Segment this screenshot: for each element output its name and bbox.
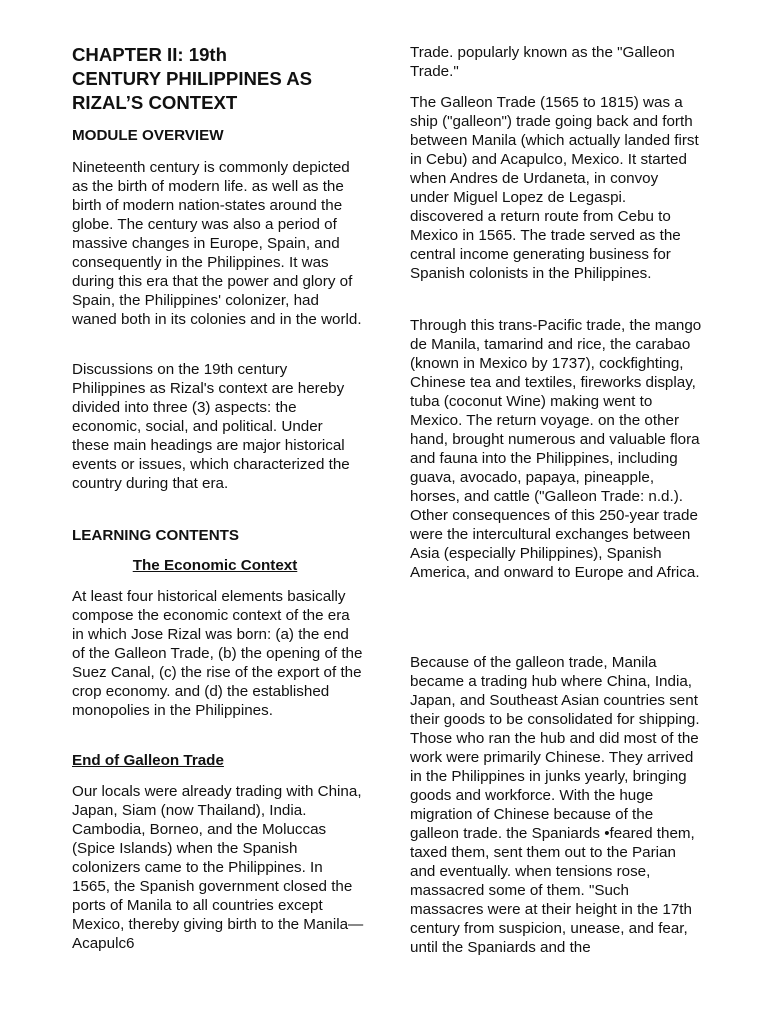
galleon-trade-heading: End of Galleon Trade (72, 752, 224, 769)
module-overview-paragraph-2: Discussions on the 19th century Philippines as Rizal's context are hereby divided into three (3) aspects: the economic, social, and political. Under these main headings are major historical events or issues, which characterized the country during that era. (72, 361, 350, 492)
chapter-title-line-1: CHAPTER II: 19th (72, 44, 227, 65)
chapter-title-line-2: CENTURY PHILIPPINES AS (72, 68, 313, 89)
galleon-trade-paragraph-2: The Galleon Trade (1565 to 1815) was a ship ("galleon") trade going back and forth between Manila (which actually landed first in Cebu) and Acapulco, Mexico. It started when Andres de Urdaneta, in convoy under Miguel Lopez de Legaspi. discovered a return route from Cebu to Mexico in 1565. The trade served as the central income generating business for Spanish colonists in the Philippines. (410, 94, 699, 282)
chapter-title (72, 43, 364, 115)
galleon-trade-paragraph-1: Our locals were already trading with China, Japan, Siam (now Thailand), India. Cambodia, Borneo, and the Moluccas (Spice Islands) when the Spanish colonizers came to the Philippines. In 1565, the Spanish government closed the ports of Manila to all countries except Mexico, thereby giving birth to the Manila—Acapulc6 (72, 783, 364, 952)
learning-contents-heading: LEARNING CONTENTS (72, 527, 240, 544)
galleon-trade-paragraph-3: Through this trans-Pacific trade, the mango de Manila, tamarind and rice, the carabao (known in Mexico by 1737), cockfighting, Chinese tea and textiles, fireworks display, tuba (coconut Wine) making went to Mexico. The return voyage. on the other hand, brought numerous and valuable flora and fauna into the Philippines, including guava, avocado, papaya, pineapple, horses, and cattle ("Galleon Trade: n.d.). Other consequences of this 250-year trade were the intercultural exchanges between Asia (especially Philippines), Spanish America, and onward to Europe and Africa. (410, 317, 702, 581)
economic-context-paragraph: At least four historical elements basically compose the economic context of the era in which Jose Rizal was born: (a) the end of the Galleon Trade, (b) the opening of the Suez Canal, (c) the rise of the export of the crop economy. and (d) the established monopolies in the Philippines. (72, 588, 363, 719)
galleon-trade-paragraph-1-continued: Trade. popularly known as the "Galleon Trade." (410, 44, 675, 80)
chapter-title-line-3: RIZAL’S CONTEXT (72, 92, 238, 113)
module-overview-paragraph-1: Nineteenth century is commonly depicted as the birth of modern life. as well as the birth of modern nation-states around the globe. The century was also a period of massive changes in Europe, Spain, and consequently in the Philippines. It was during this era that the power and glory of Spain, the Philippines' colonizer, had waned both in its colonies and in the world. (72, 159, 362, 328)
module-overview-heading: MODULE OVERVIEW (72, 127, 224, 144)
economic-context-heading: The Economic Context (132, 557, 298, 574)
galleon-trade-paragraph-4: Because of the galleon trade, Manila became a trading hub where China, India, Japan, and Southeast Asian countries sent their goods to be consolidated for shipping. Those who ran the hub and did most of the work were primarily Chinese. They arrived in the Philippines in junks yearly, bringing goods and workforce. With the huge migration of Chinese because of the galleon trade. the Spaniards •feared them, taxed them, sent them out to the Parian and eventually. when tensions rose, massacred some of them. "Such massacres were at their height in the 17th century from suspicion, unease, and fear, until the Spaniards and the (410, 654, 700, 956)
